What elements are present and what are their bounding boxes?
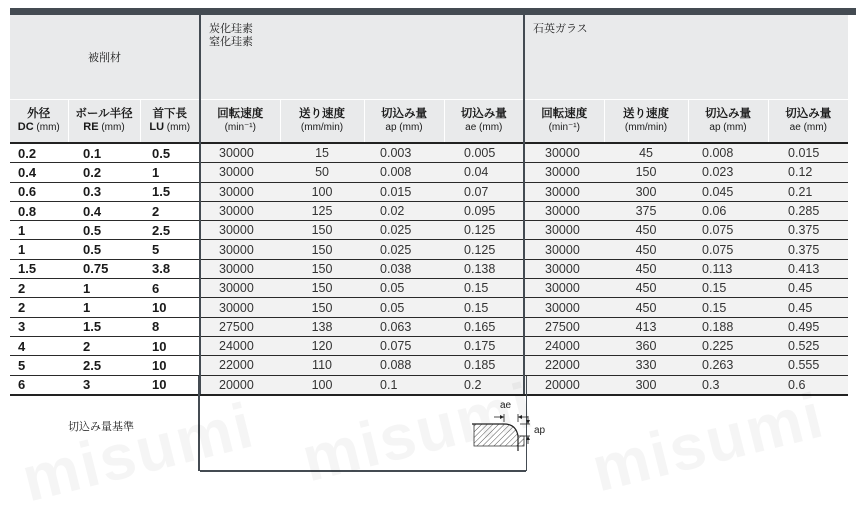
- table-cell: 15: [280, 143, 364, 163]
- table-cell: 0.005: [444, 143, 524, 163]
- table-cell: 6: [10, 375, 68, 395]
- ae-arrowhead-left: [500, 415, 504, 419]
- table-cell: 0.525: [768, 336, 848, 355]
- table-cell: 0.165: [444, 317, 524, 336]
- table-cell: 0.45: [768, 279, 848, 298]
- table-cell: 1: [68, 298, 140, 317]
- table-cell: 150: [604, 163, 688, 182]
- table-cell: 30000: [200, 163, 280, 182]
- table-cell: 2.5: [68, 356, 140, 375]
- table-cell: 0.025: [364, 221, 444, 240]
- table-cell: 0.45: [768, 298, 848, 317]
- table-cell: 10: [140, 375, 200, 395]
- col-header-ap-2: 切込み量 ap (mm): [688, 100, 768, 144]
- table-row: [10, 221, 848, 240]
- table-cell: 0.125: [444, 240, 524, 259]
- table-cell: 0.15: [688, 298, 768, 317]
- table-cell: 0.5: [140, 143, 200, 163]
- table-row: [10, 279, 848, 298]
- table-cell: 360: [604, 336, 688, 355]
- table-cell: 150: [280, 279, 364, 298]
- cut-depth-diagram: [470, 396, 560, 452]
- table-cell: 0.2: [10, 143, 68, 163]
- table-cell: 0.12: [768, 163, 848, 182]
- table-cell: 0.075: [688, 240, 768, 259]
- table-cell: 0.175: [444, 336, 524, 355]
- table-row: [10, 240, 848, 259]
- table-cell: 0.2: [444, 375, 524, 395]
- table-cell: 30000: [200, 143, 280, 163]
- table-cell: 30000: [200, 201, 280, 220]
- col-header-feed-1: 送り速度 (mm/min): [280, 100, 364, 144]
- table-cell: 3.8: [140, 259, 200, 278]
- table-cell: 0.5: [68, 221, 140, 240]
- table-cell: 3: [10, 317, 68, 336]
- table-cell: 0.263: [688, 356, 768, 375]
- cutting-conditions-table: [10, 15, 848, 396]
- table-cell: 0.088: [364, 356, 444, 375]
- table-row: [10, 143, 848, 163]
- table-cell: 3: [68, 375, 140, 395]
- ap-label: ap: [534, 425, 546, 436]
- table-row: [10, 201, 848, 220]
- table-cell: 0.413: [768, 259, 848, 278]
- table-cell: 6: [140, 279, 200, 298]
- table-cell: 0.188: [688, 317, 768, 336]
- table-row: [10, 317, 848, 336]
- table-cell: 1: [10, 240, 68, 259]
- table-cell: 2: [10, 279, 68, 298]
- ap-arrowhead-bottom: [526, 436, 530, 440]
- table-cell: 0.225: [688, 336, 768, 355]
- table-cell: 0.075: [688, 221, 768, 240]
- table-cell: 0.5: [68, 240, 140, 259]
- table-cell: 30000: [200, 298, 280, 317]
- table-cell: 30000: [200, 240, 280, 259]
- table-cell: 30000: [524, 279, 604, 298]
- cut-depth-standard-label: 切込み量基準: [68, 421, 134, 433]
- table-cell: 30000: [200, 221, 280, 240]
- table-cell: 0.05: [364, 298, 444, 317]
- table-cell: 0.008: [688, 143, 768, 163]
- table-cell: 1: [68, 279, 140, 298]
- table-cell: 0.06: [688, 201, 768, 220]
- table-cell: 0.4: [10, 163, 68, 182]
- table-cell: 450: [604, 298, 688, 317]
- table-cell: 0.75: [68, 259, 140, 278]
- table-cell: 22000: [524, 356, 604, 375]
- table-cell: 0.063: [364, 317, 444, 336]
- table-cell: 0.555: [768, 356, 848, 375]
- material-group-1: 炭化珪素 窒化珪素: [200, 15, 524, 100]
- table-cell: 30000: [524, 143, 604, 163]
- table-cell: 4: [10, 336, 68, 355]
- table-cell: 45: [604, 143, 688, 163]
- table-cell: 150: [280, 259, 364, 278]
- table-cell: 1: [140, 163, 200, 182]
- table-cell: 5: [140, 240, 200, 259]
- table-cell: 110: [280, 356, 364, 375]
- table-cell: 30000: [524, 298, 604, 317]
- table-cell: 0.185: [444, 356, 524, 375]
- col-header-lu: 首下長 LU (mm): [140, 100, 200, 144]
- table-cell: 0.495: [768, 317, 848, 336]
- table-cell: 0.008: [364, 163, 444, 182]
- table-cell: 150: [280, 240, 364, 259]
- table-cell: 30000: [524, 259, 604, 278]
- top-rule: [10, 8, 856, 15]
- table-cell: 30000: [524, 240, 604, 259]
- standard-bottom-rule: [200, 470, 526, 472]
- ap-arrowhead-top: [526, 420, 530, 424]
- table-cell: 1.5: [140, 182, 200, 201]
- table-cell: 8: [140, 317, 200, 336]
- table-cell: 150: [280, 298, 364, 317]
- col-header-ae-2: 切込み量 ae (mm): [768, 100, 848, 144]
- table-cell: 30000: [524, 163, 604, 182]
- table-cell: 450: [604, 259, 688, 278]
- table-cell: 10: [140, 298, 200, 317]
- ae-label: ae: [500, 400, 512, 411]
- table-cell: 0.075: [364, 336, 444, 355]
- table-cell: 138: [280, 317, 364, 336]
- table-row: [10, 298, 848, 317]
- table-cell: 22000: [200, 356, 280, 375]
- table-cell: 0.285: [768, 201, 848, 220]
- col-header-re: ボール半径 RE (mm): [68, 100, 140, 144]
- table-cell: 30000: [200, 182, 280, 201]
- table-cell: 0.15: [444, 279, 524, 298]
- table-cell: 125: [280, 201, 364, 220]
- table-cell: 450: [604, 279, 688, 298]
- table-row: [10, 163, 848, 182]
- table-cell: 0.023: [688, 163, 768, 182]
- table-cell: 5: [10, 356, 68, 375]
- table-cell: 0.1: [68, 143, 140, 163]
- table-cell: 24000: [200, 336, 280, 355]
- table-cell: 300: [604, 182, 688, 201]
- table-cell: 1: [10, 221, 68, 240]
- table-cell: 30000: [200, 259, 280, 278]
- table-cell: 10: [140, 356, 200, 375]
- column-header-row: [10, 100, 848, 144]
- table-cell: 0.05: [364, 279, 444, 298]
- standard-divider: [198, 376, 200, 471]
- table-cell: 27500: [200, 317, 280, 336]
- ae-arrowhead-right: [518, 415, 522, 419]
- table-cell: 30000: [524, 182, 604, 201]
- table-cell: 0.3: [68, 182, 140, 201]
- col-header-ap-1: 切込み量 ap (mm): [364, 100, 444, 144]
- table-cell: 100: [280, 182, 364, 201]
- table-cell: 413: [604, 317, 688, 336]
- table-cell: 0.003: [364, 143, 444, 163]
- table-cell: 0.15: [688, 279, 768, 298]
- table-cell: 20000: [524, 375, 604, 395]
- table-cell: 0.2: [68, 163, 140, 182]
- table-cell: 0.6: [768, 375, 848, 395]
- table-cell: 450: [604, 221, 688, 240]
- table-cell: 100: [280, 375, 364, 395]
- table-cell: 0.02: [364, 201, 444, 220]
- table-cell: 450: [604, 240, 688, 259]
- table-cell: 0.15: [444, 298, 524, 317]
- table-cell: 20000: [200, 375, 280, 395]
- watermark-3: [585, 378, 832, 507]
- table-cell: 0.07: [444, 182, 524, 201]
- table-cell: 0.113: [688, 259, 768, 278]
- material-group-2: 石英ガラス: [533, 23, 588, 35]
- table-cell: 24000: [524, 336, 604, 355]
- table-cell: 30000: [200, 279, 280, 298]
- table-cell: 0.8: [10, 201, 68, 220]
- table-cell: 50: [280, 163, 364, 182]
- table-row: [10, 336, 848, 355]
- table-cell: 2.5: [140, 221, 200, 240]
- table-cell: 0.1: [364, 375, 444, 395]
- table-cell: 300: [604, 375, 688, 395]
- table-cell: 120: [280, 336, 364, 355]
- table-cell: 0.375: [768, 221, 848, 240]
- table-row: [10, 259, 848, 278]
- material-label: 被削材: [10, 15, 200, 100]
- workpiece-shape: [474, 424, 524, 446]
- table-cell: 0.375: [768, 240, 848, 259]
- table-cell: 1.5: [68, 317, 140, 336]
- table-cell: 0.038: [364, 259, 444, 278]
- table-cell: 0.045: [688, 182, 768, 201]
- table-cell: 0.015: [768, 143, 848, 163]
- col-header-ae-1: 切込み量 ae (mm): [444, 100, 524, 144]
- table-cell: 30000: [524, 201, 604, 220]
- col-header-speed-2: 回転速度 (min⁻¹): [524, 100, 604, 144]
- table-cell: 0.015: [364, 182, 444, 201]
- table-cell: 0.6: [10, 182, 68, 201]
- table-cell: 1.5: [10, 259, 68, 278]
- col-header-speed-1: 回転速度 (min⁻¹): [200, 100, 280, 144]
- table-cell: 330: [604, 356, 688, 375]
- table-row: [10, 182, 848, 201]
- table-cell: 0.3: [688, 375, 768, 395]
- table-cell: 0.04: [444, 163, 524, 182]
- table-cell: 0.025: [364, 240, 444, 259]
- table-cell: 375: [604, 201, 688, 220]
- table-cell: 0.138: [444, 259, 524, 278]
- material-header-row: [10, 15, 848, 100]
- table-cell: 0.095: [444, 201, 524, 220]
- table-cell: 0.21: [768, 182, 848, 201]
- table-cell: 10: [140, 336, 200, 355]
- table-cell: 2: [68, 336, 140, 355]
- table-cell: 150: [280, 221, 364, 240]
- table-row: [10, 356, 848, 375]
- col-header-feed-2: 送り速度 (mm/min): [604, 100, 688, 144]
- table-cell: 30000: [524, 221, 604, 240]
- table-cell: 0.4: [68, 201, 140, 220]
- table-cell: 2: [140, 201, 200, 220]
- table-body: [10, 143, 848, 395]
- table-cell: 2: [10, 298, 68, 317]
- col-header-dc: 外径 DC (mm): [10, 100, 68, 144]
- table-cell: 0.125: [444, 221, 524, 240]
- table-cell: 27500: [524, 317, 604, 336]
